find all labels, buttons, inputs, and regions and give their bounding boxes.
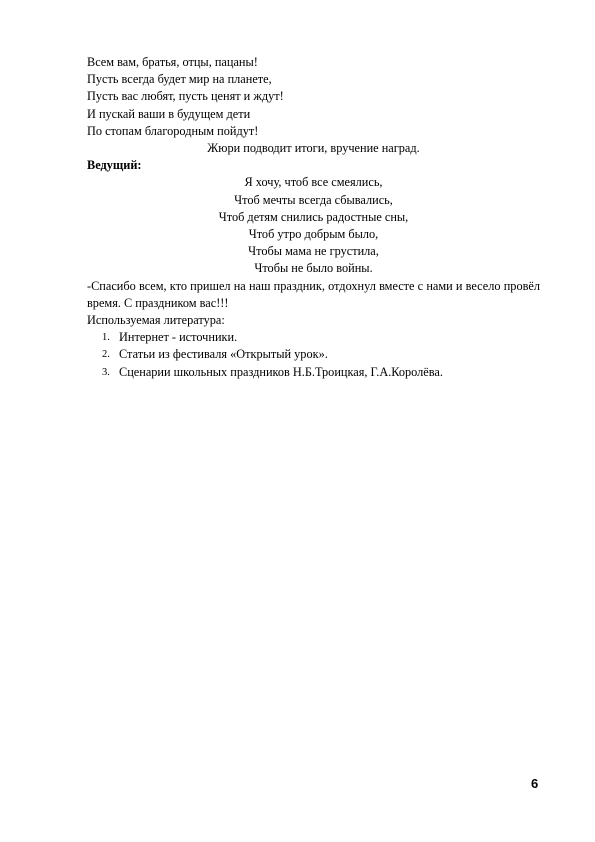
list-number: 1. bbox=[102, 332, 110, 344]
poem-centered bbox=[87, 174, 540, 277]
poem-line: Чтоб детям снились радостные сны, bbox=[218, 209, 409, 224]
literature-item-text: Интернет - источники. bbox=[119, 330, 238, 345]
list-number: 2. bbox=[102, 349, 110, 361]
literature-item bbox=[87, 346, 540, 363]
closing-paragraph: -Спасибо всем, кто пришел на наш праздник, отдохнул вместе с нами и весело провёл время. С праздником вас!!! bbox=[87, 278, 540, 310]
poem-line: Пусть всегда будет мир на планете, bbox=[87, 72, 272, 87]
speaker-label: Ведущий: bbox=[87, 158, 142, 173]
poem-line: Чтобы не было войны. bbox=[254, 261, 373, 276]
poem-line: Пусть вас любят, пусть ценят и ждут! bbox=[87, 89, 284, 104]
list-number: 3. bbox=[102, 366, 110, 378]
literature-list bbox=[87, 329, 540, 381]
literature-item bbox=[87, 364, 540, 381]
literature-item bbox=[87, 329, 540, 346]
poem-line: Чтоб мечты всегда сбывались, bbox=[234, 192, 393, 207]
poem-top bbox=[87, 54, 540, 140]
poem-line: Чтобы мама не грустила, bbox=[248, 244, 379, 259]
literature-item-text: Статьи из фестиваля «Открытый урок». bbox=[119, 347, 328, 362]
poem-line: И пускай ваши в будущем дети bbox=[87, 106, 251, 121]
poem-line: Чтоб утро добрым было, bbox=[248, 227, 379, 242]
document-page bbox=[87, 54, 540, 381]
stage-direction: Жюри подводит итоги, вручение наград. bbox=[207, 141, 420, 156]
literature-heading: Используемая литература: bbox=[87, 313, 225, 328]
poem-line: Всем вам, братья, отцы, пацаны! bbox=[87, 55, 258, 69]
poem-line: Я хочу, чтоб все смеялись, bbox=[244, 175, 383, 190]
poem-line: По стопам благородным пойдут! bbox=[87, 123, 259, 138]
page-number: 6 bbox=[531, 776, 539, 791]
literature-item-text: Сценарии школьных праздников Н.Б.Троицкая, Г.А.Королёва. bbox=[119, 364, 443, 379]
